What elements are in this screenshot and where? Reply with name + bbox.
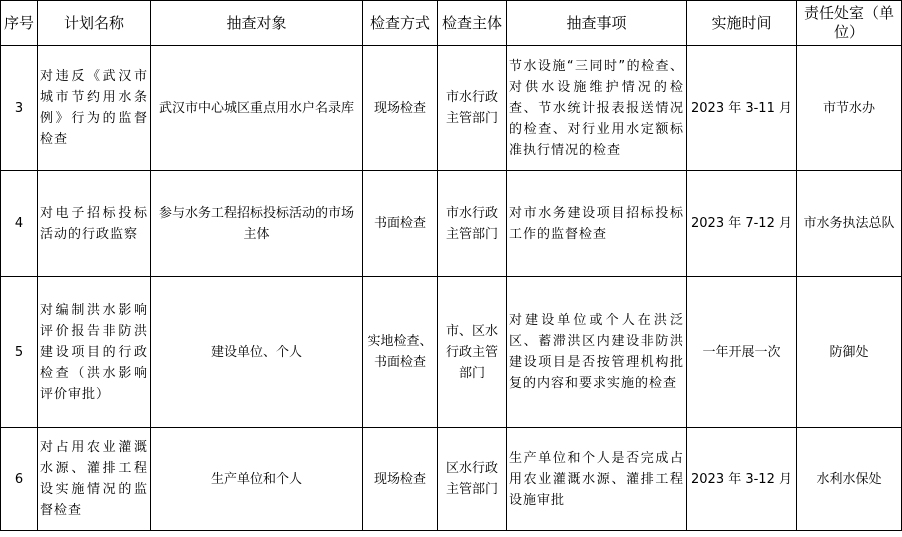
header-time: 实施时间 xyxy=(687,1,797,46)
cell-method: 现场检查 xyxy=(363,428,438,531)
cell-seq: 3 xyxy=(1,46,38,171)
cell-dept: 市节水办 xyxy=(797,46,902,171)
cell-subject: 市水行政主管部门 xyxy=(438,46,507,171)
cell-target: 参与水务工程招标投标活动的市场主体 xyxy=(151,171,363,277)
cell-plan-name: 对违反《武汉市城市节约用水条例》行为的监督检查 xyxy=(38,46,151,171)
cell-items: 生产单位和个人是否完成占用农业灌溉水源、灌排工程设施审批 xyxy=(507,428,687,531)
cell-target: 建设单位、个人 xyxy=(151,277,363,428)
header-items: 抽查事项 xyxy=(507,1,687,46)
table-row xyxy=(1,171,902,277)
cell-seq: 6 xyxy=(1,428,38,531)
cell-plan-name: 对编制洪水影响评价报告非防洪建设项目的行政检查（洪水影响评价审批） xyxy=(38,277,151,428)
header-target: 抽查对象 xyxy=(151,1,363,46)
cell-subject: 区水行政主管部门 xyxy=(438,428,507,531)
cell-items: 对建设单位或个人在洪泛区、蓄滞洪区内建设非防洪建设项目是否按管理机构批复的内容和要求实施的检查 xyxy=(507,277,687,428)
header-row xyxy=(1,1,902,46)
header-plan-name: 计划名称 xyxy=(38,1,151,46)
header-seq: 序号 xyxy=(1,1,38,46)
cell-items: 对市水务建设项目招标投标工作的监督检查 xyxy=(507,171,687,277)
cell-seq: 4 xyxy=(1,171,38,277)
cell-time: 2023 年 3-11 月 xyxy=(687,46,797,171)
cell-dept: 水利水保处 xyxy=(797,428,902,531)
cell-target: 武汉市中心城区重点用水户名录库 xyxy=(151,46,363,171)
table-row xyxy=(1,277,902,428)
cell-method: 实地检查、书面检查 xyxy=(363,277,438,428)
cell-dept: 防御处 xyxy=(797,277,902,428)
cell-time: 一年开展一次 xyxy=(687,277,797,428)
cell-items: 节水设施“三同时”的检查、对供水设施维护情况的检查、节水统计报表报送情况的检查、对行业用水定额标准执行情况的检查 xyxy=(507,46,687,171)
header-subject: 检查主体 xyxy=(438,1,507,46)
cell-subject: 市水行政主管部门 xyxy=(438,171,507,277)
table-row xyxy=(1,428,902,531)
cell-dept: 市水务执法总队 xyxy=(797,171,902,277)
cell-seq: 5 xyxy=(1,277,38,428)
header-method: 检查方式 xyxy=(363,1,438,46)
cell-time: 2023 年 7-12 月 xyxy=(687,171,797,277)
cell-method: 书面检查 xyxy=(363,171,438,277)
cell-method: 现场检查 xyxy=(363,46,438,171)
header-dept: 责任处室（单位） xyxy=(797,1,902,46)
cell-target: 生产单位和个人 xyxy=(151,428,363,531)
cell-subject: 市、区水行政主管部门 xyxy=(438,277,507,428)
cell-plan-name: 对电子招标投标活动的行政监察 xyxy=(38,171,151,277)
table-row xyxy=(1,46,902,171)
cell-plan-name: 对占用农业灌溉水源、灌排工程设实施情况的监督检查 xyxy=(38,428,151,531)
cell-time: 2023 年 3-12 月 xyxy=(687,428,797,531)
